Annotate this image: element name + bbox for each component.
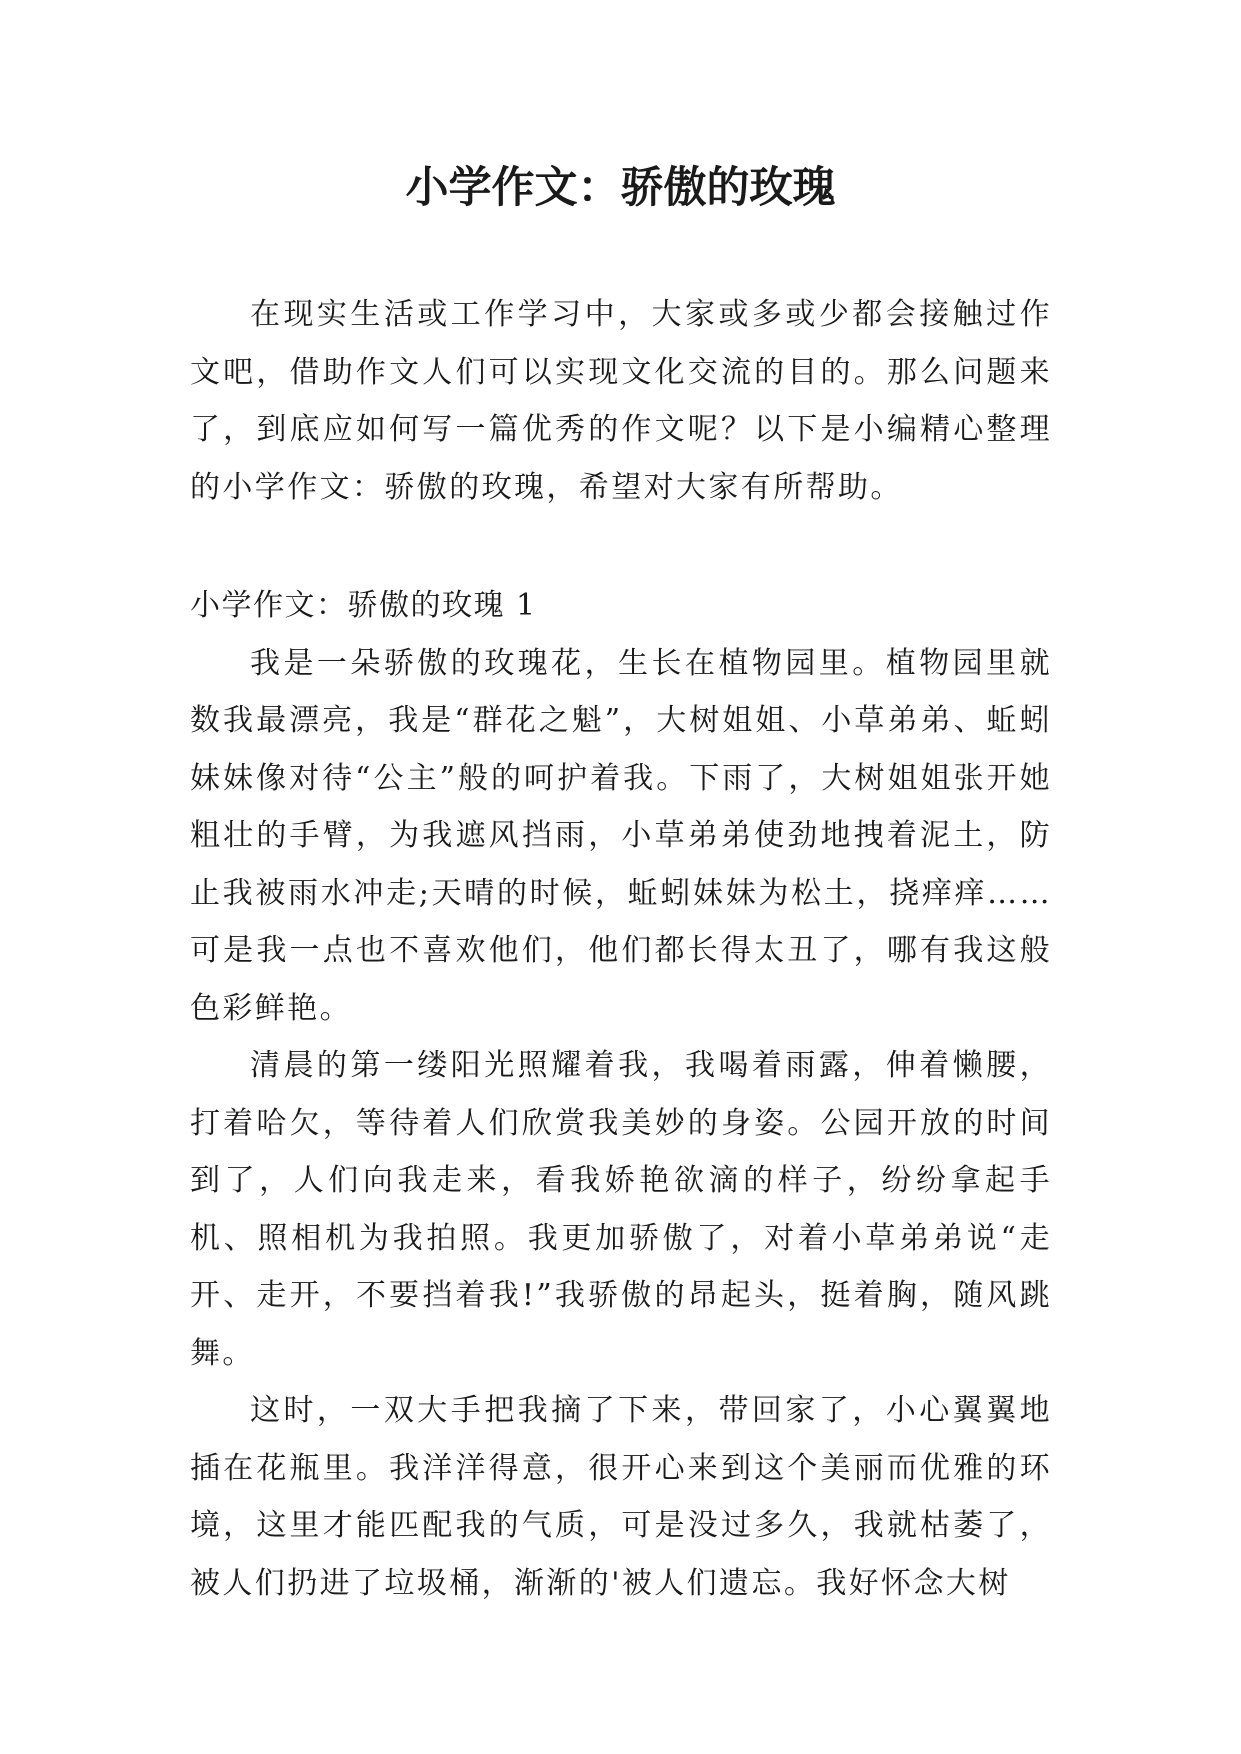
essay-paragraph-3: 这时，一双大手把我摘了下来，带回家了，小心翼翼地插在花瓶里。我洋洋得意，很开心来到这个美丽而优雅的环境，这里才能匹配我的气质，可是没过多久，我就枯萎了，被人们扔进了垃圾桶，渐渐的'被人们遗忘。我好怀念大树 — [190, 1393, 1052, 1601]
document-title: 小学作文：骄傲的玫瑰 — [405, 163, 836, 213]
intro-paragraph: 在现实生活或工作学习中，大家或多或少都会接触过作文吧，借助作文人们可以实现文化交流的目的。那么问题来了，到底应如何写一篇优秀的作文呢？以下是小编精心整理的小学作文：骄傲的玫瑰，希望对大家有所帮助。 — [190, 297, 1052, 505]
essay-paragraph-1: 我是一朵骄傲的玫瑰花，生长在植物园里。植物园里就数我最漂亮，我是“群花之魁”，大树姐姐、小草弟弟、蚯蚓妹妹像对待“公主”般的呵护着我。下雨了，大树姐姐张开她粗壮的手臂，为我遮风挡雨，小草弟弟使劲地拽着泥土，防止我被雨水冲走;天晴的时候，蚯蚓妹妹为松土，挠痒痒……可是我一点也不喜欢他们，他们都长得太丑了，哪有我这般色彩鲜艳。 — [190, 645, 1052, 1026]
intro-block — [190, 286, 1052, 516]
section-heading: 小学作文：骄傲的玫瑰 1 — [190, 588, 537, 623]
essay-paragraph-2: 清晨的第一缕阳光照耀着我，我喝着雨露，伸着懒腰，打着哈欠，等待着人们欣赏我美妙的身姿。公园开放的时间到了，人们向我走来，看我娇艳欲滴的样子，纷纷拿起手机、照相机为我拍照。我更加骄傲了，对着小草弟弟说“走开、走开，不要挡着我!”我骄傲的昂起头，挺着胸，随风跳舞。 — [190, 1048, 1052, 1371]
essay-body — [190, 577, 1052, 1612]
